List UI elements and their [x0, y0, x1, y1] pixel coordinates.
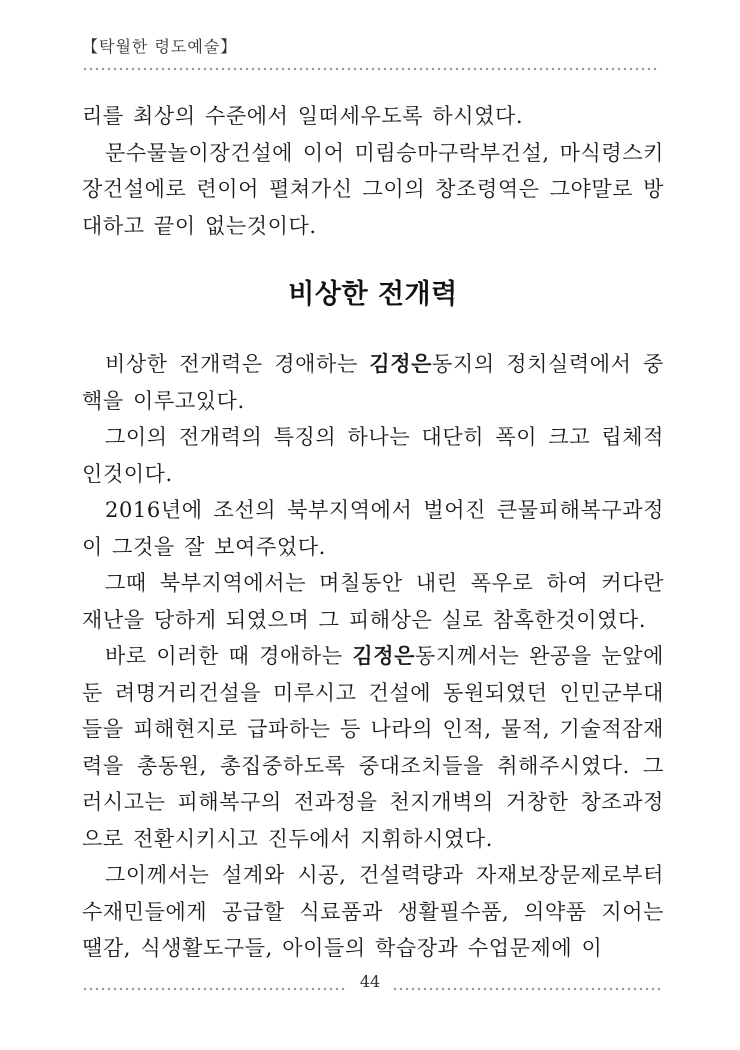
running-header-title: 【탁월한 령도예술】: [82, 37, 238, 56]
footer-divider-right: [392, 986, 660, 992]
header-divider: [82, 66, 660, 72]
page-number: 44: [359, 972, 381, 991]
section-paragraph-5: [82, 638, 664, 857]
section-paragraph-2: 그이의 전개력의 특징의 하나는 대단히 폭이 크고 립체적인것이다.: [82, 425, 664, 486]
intro-paragraph-1: 리를 최상의 수준에서 일떠세우도록 하시였다.: [82, 104, 524, 128]
section-paragraph-3: 2016년에 조선의 북부지역에서 벌어진 큰물피해복구과정이 그것을 잘 보여주었다.: [82, 498, 664, 559]
intro-paragraph-2: 문수물놀이장건설에 이어 미림승마구락부건설, 마식령스키장건설에로 련이어 펼쳐가신 그이의 창조령역은 그야말로 방대하고 끝이 없는것이다.: [82, 140, 664, 238]
section-paragraph-6: 그이께서는 설계와 시공, 건설력량과 자재보장문제로부터 수재민들에게 공급할 식료품과 생활필수품, 의약품 지어는 땔감, 식생활도구들, 아이들의 학습장과 수업문제에 이: [82, 863, 664, 960]
intro-text: [82, 98, 664, 244]
section-paragraph-4: 그때 북부지역에서는 며칠동안 내린 폭우로 하여 커다란 재난을 당하게 되였으며 그 피해상은 실로 참혹한것이였다.: [82, 571, 664, 632]
leader-name-bold: 김정은: [352, 644, 416, 668]
paragraph-text: 바로 이러한 때 경애하는: [105, 644, 353, 668]
paragraph-text: 비상한 전개력은 경애하는: [105, 352, 370, 376]
paragraph-text: 동지의 정치실력에서 중핵을 이루고있다.: [82, 352, 664, 413]
leader-name-bold: 김정은: [369, 352, 433, 376]
section-title: 비상한 전개력: [288, 279, 458, 310]
section-paragraph-1: [82, 346, 664, 419]
section-body: [82, 346, 664, 967]
paragraph-text: 동지께서는 완공을 눈앞에 둔 려명거리건설을 미루시고 건설에 동원되였던 인민군부대들을 피해현지로 급파하는 등 나라의 인적, 물적, 기술적잠재력을 총동원, 총집중하도록 중대조치들을 취해주시였다. 그러시고는 피해복구의 전과정을 천지개벽의 거창한 창조과정으로 전환시키시고 진두에서 지휘하시였다.: [82, 644, 664, 851]
